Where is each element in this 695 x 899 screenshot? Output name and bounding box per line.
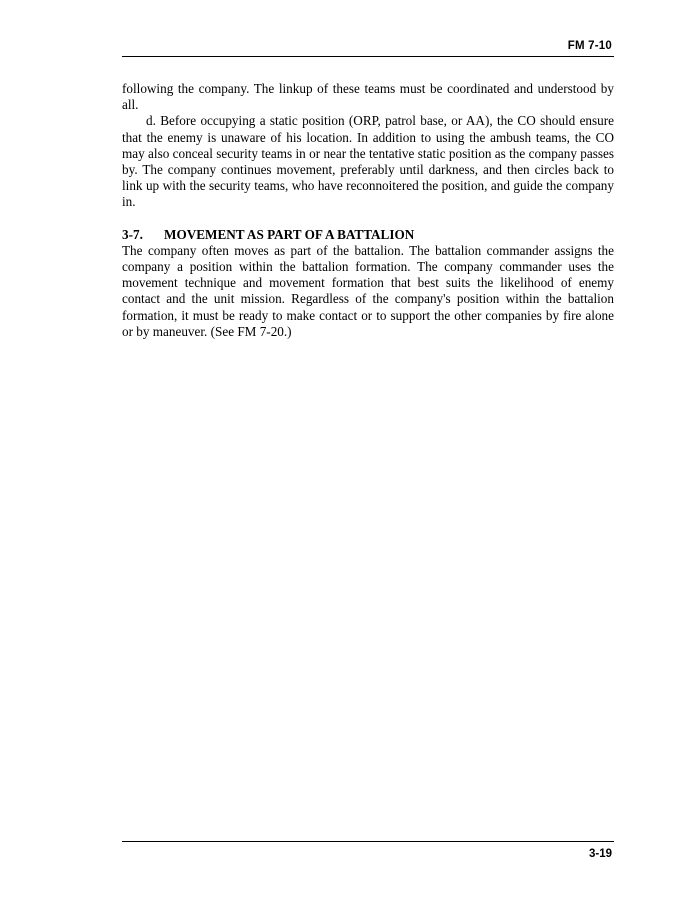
page-number: 3-19	[588, 848, 612, 860]
manual-id-header: FM 7-10	[567, 40, 612, 52]
paragraph-d: d. Before occupying a static position (ORP, patrol base, or AA), the CO should ensure that the enemy is unaware of his location. In addition to using the ambush teams, the CO may also conceal security teams in or near the tentative static position as the company passes by. The company continues movement, preferably until darkness, and then circles back to link up with the security teams, who have reconnoitered the position, and guide the company in.	[122, 113, 614, 210]
section-paragraph: The company often moves as part of the battalion. The battalion commander assigns the company a position within the battalion formation. The company commander uses the movement technique and movement formation that best suits the likelihood of enemy contact and the unit mission. Regardless of the company's position within the battalion formation, it must be ready to make contact or to support the other companies by fire alone or by maneuver. (See FM 7-20.)	[122, 242, 614, 339]
section-title: MOVEMENT AS PART OF A BATTALION	[164, 226, 415, 242]
continuation-paragraph: following the company. The linkup of these teams must be coordinated and understood by all.	[122, 81, 614, 113]
page-body	[122, 81, 614, 340]
footer-rule	[122, 841, 614, 842]
header-rule	[122, 56, 614, 57]
section-heading	[122, 227, 614, 243]
section-number: 3-7.	[122, 226, 143, 242]
